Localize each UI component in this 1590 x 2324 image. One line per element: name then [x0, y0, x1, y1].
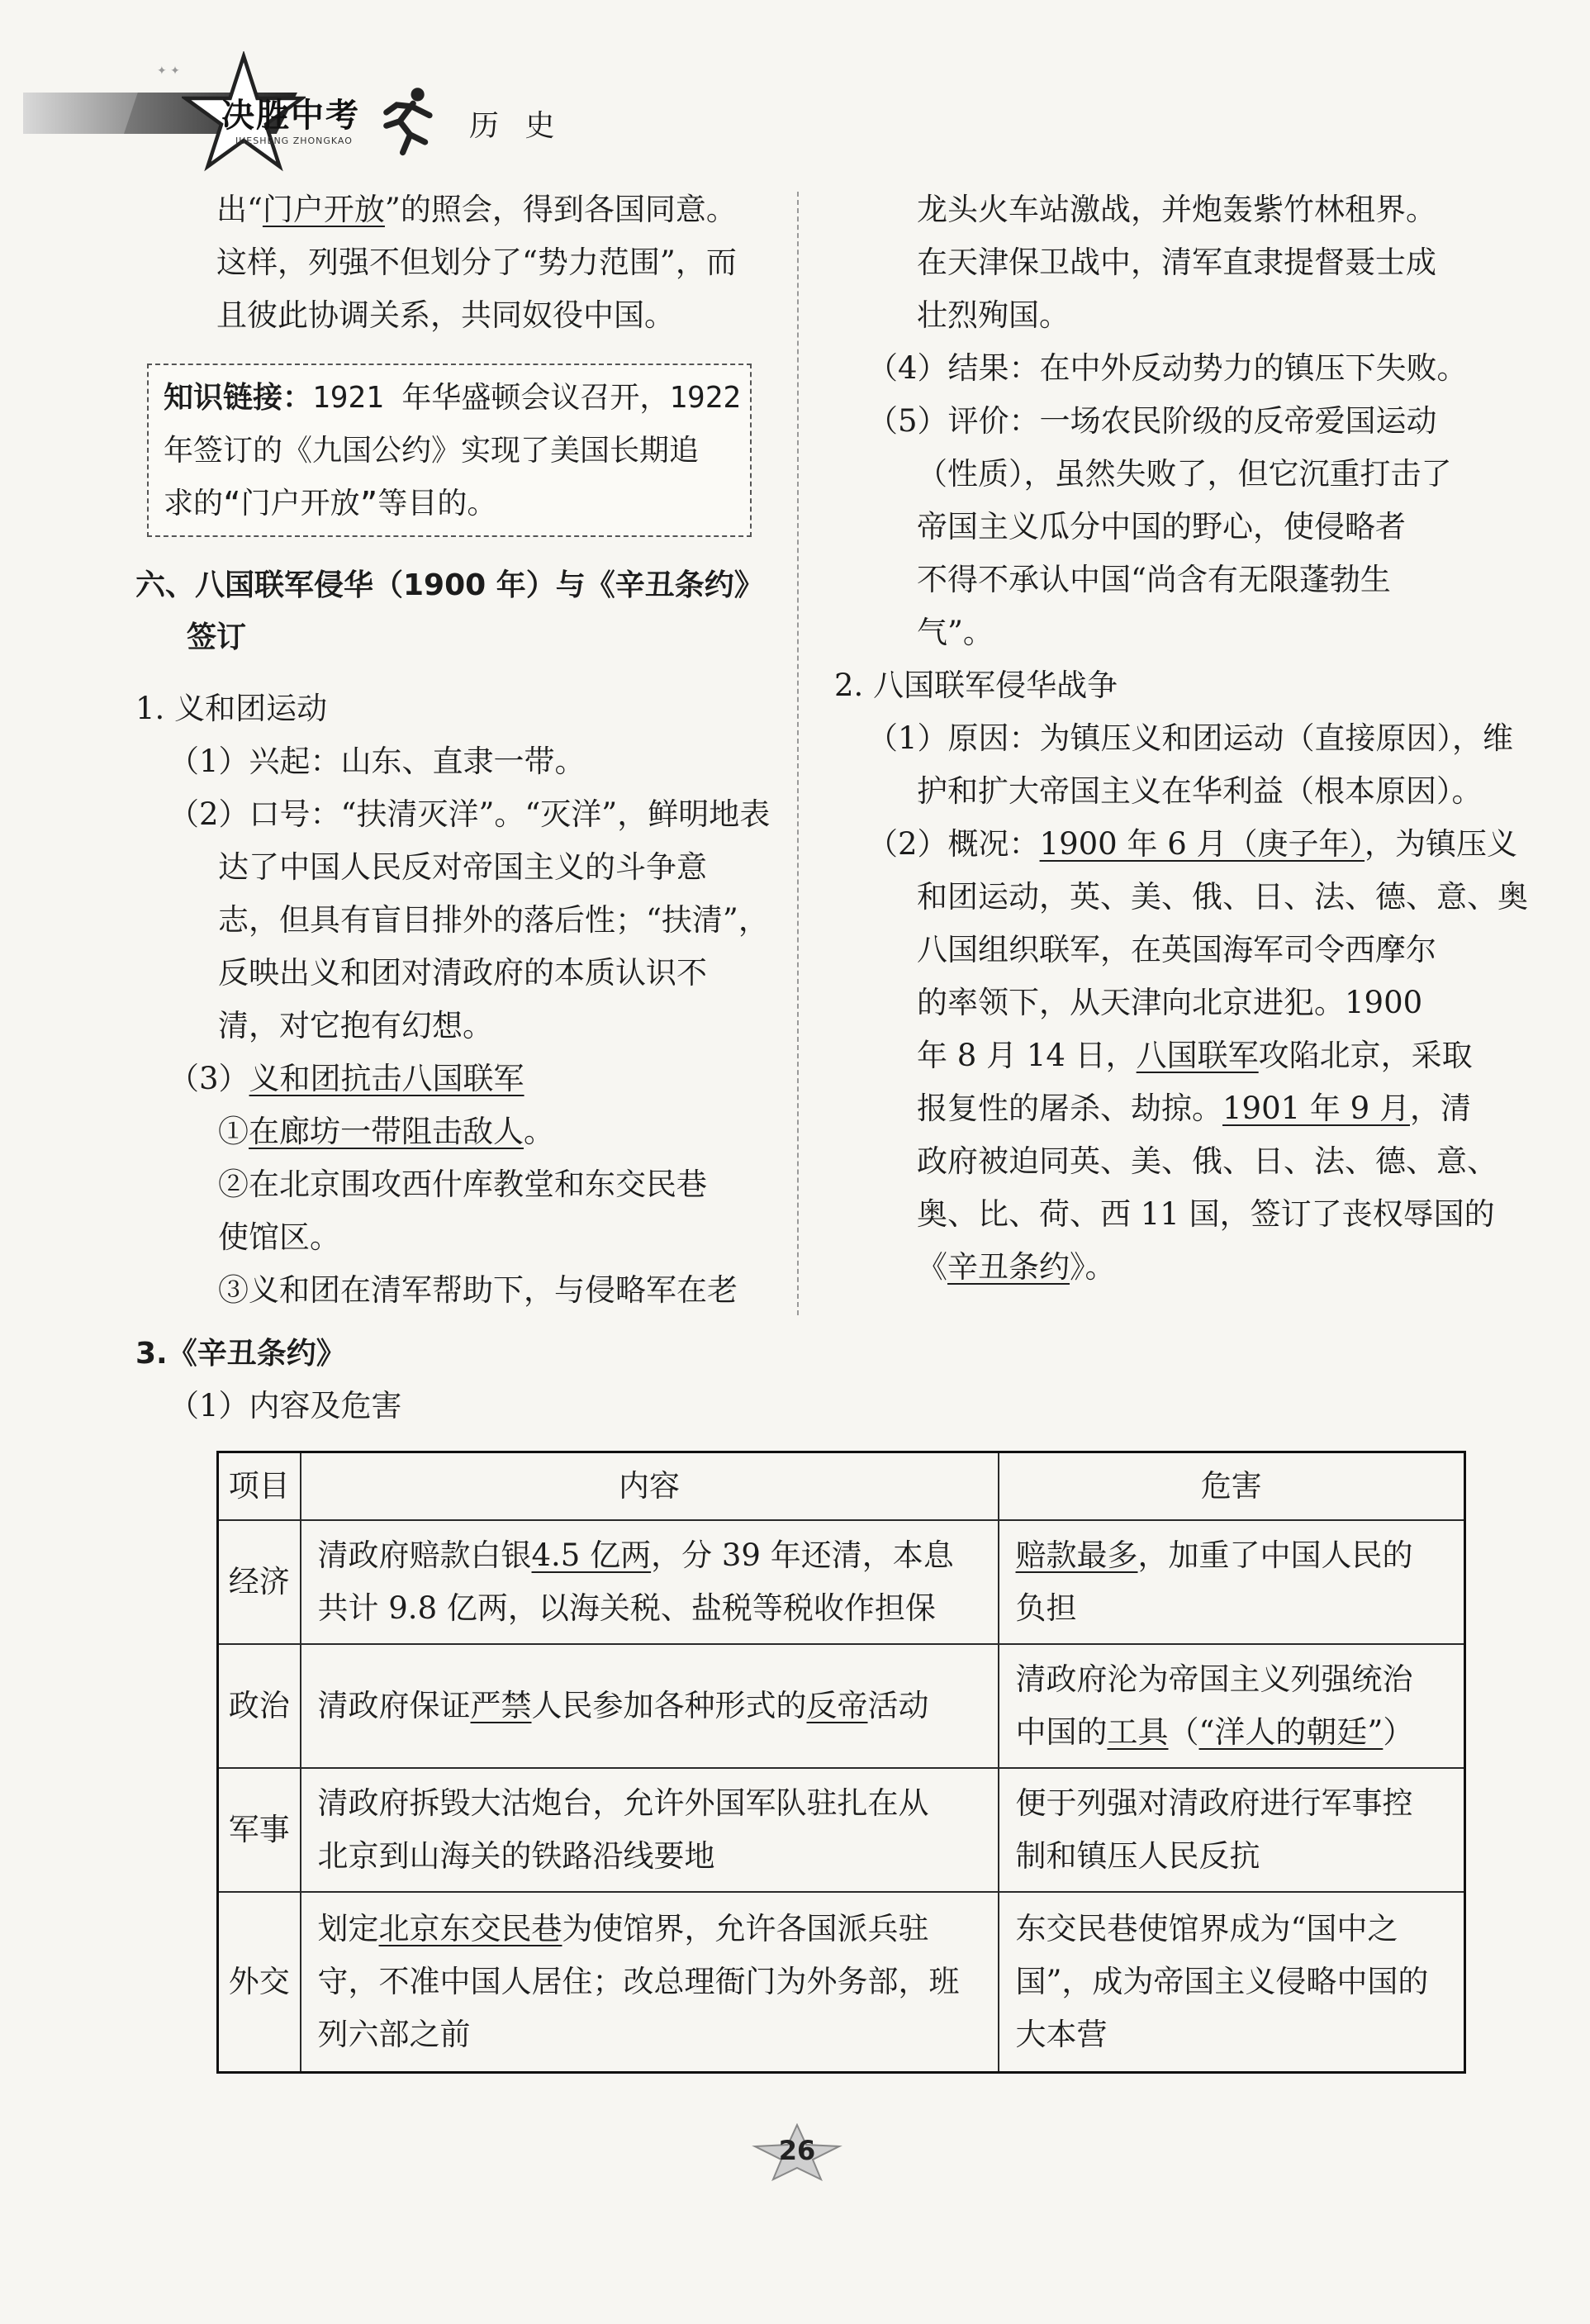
- ov6-a: 报复性的屠杀、劫掠。: [917, 1091, 1222, 1126]
- treaty-title-text: 3.《辛丑条约》: [135, 1337, 346, 1371]
- brand-pinyin: JUESHENG ZHONGKAO: [235, 135, 353, 146]
- evaluation-4: 不得不承认中国“尚含有无限蓬勃生: [917, 562, 1391, 597]
- resist-item-2-cont: 使馆区。: [218, 1219, 340, 1255]
- table-row-diplomacy: [218, 1892, 1465, 2072]
- econ-c1-a: 清政府赔款白银: [317, 1537, 532, 1573]
- evaluation-2: （性质），虽然失败了，但它沉重打击了: [917, 456, 1452, 492]
- ov5-underline: 八国联军: [1136, 1038, 1259, 1073]
- politics-content: [301, 1644, 999, 1768]
- war-cause-2: 护和扩大帝国主义在华利益（根本原因）。: [917, 773, 1483, 809]
- ov9-underline: 辛丑条约: [947, 1249, 1070, 1285]
- dipl-c3: 列六部之前: [317, 2016, 471, 2052]
- sparkle-dots-icon: ✦ ✦: [157, 64, 180, 78]
- mili-h2: 制和镇压人民反抗: [1015, 1838, 1260, 1874]
- intro-underline: 门户开放: [262, 192, 385, 227]
- table-row-military: [218, 1768, 1465, 1892]
- overview-rest: ，为镇压义: [1365, 826, 1518, 862]
- evaluation-3: 帝国主义瓜分中国的野心，使侵略者: [917, 509, 1406, 544]
- header-item: 项目: [218, 1452, 301, 1521]
- header-harm: 危害: [999, 1452, 1465, 1521]
- poli-c-c: 活动: [867, 1688, 929, 1723]
- econ-c1-u: 4.5 亿两: [531, 1537, 652, 1573]
- table-row-economy: [218, 1520, 1465, 1644]
- poli-h2-a: 中国的: [1015, 1714, 1108, 1750]
- boxer-slogan-1: （2）口号：“扶清灭洋”。“灭洋”，鲜明地表: [168, 796, 771, 832]
- header-content: 内容: [301, 1452, 999, 1521]
- boxer-movement-title: 1. 义和团运动: [135, 691, 328, 726]
- resist-title-underlined: 义和团抗击八国联军: [249, 1061, 524, 1096]
- dipl-h1: 东交民巷使馆界成为“国中之: [1015, 1910, 1398, 1946]
- resist-prefix: （3）: [168, 1061, 249, 1096]
- boxer-resist-title: [168, 1059, 524, 1099]
- military-harm: [999, 1768, 1465, 1892]
- military-content: [301, 1768, 999, 1892]
- war-overview-8: 奥、比、荷、西 11 国，签订了丧权辱国的: [917, 1196, 1495, 1232]
- treaty-table: [216, 1451, 1466, 2074]
- overview-date: 1900 年 6 月（庚子年）: [1039, 826, 1365, 862]
- section-six-title: 六、八国联军侵华（1900 年）与《辛丑条约》: [135, 568, 764, 602]
- ov6-b: ，清: [1410, 1091, 1471, 1126]
- mili-h1: 便于列强对清政府进行军事控: [1015, 1785, 1413, 1821]
- subject-label: 历 史: [469, 109, 563, 143]
- boxer-slogan-5: 清，对它抱有幻想。: [218, 1008, 493, 1043]
- brand-title: 决胜中考: [221, 97, 360, 135]
- evaluation-1: （5）评价：一场农民阶级的反帝爱国运动: [867, 403, 1437, 439]
- dipl-c1-a: 划定: [317, 1910, 379, 1946]
- war-overview-4: 的率领下，从天津向北京进犯。1900: [917, 985, 1423, 1020]
- mili-c2: 北京到山海关的铁路沿线要地: [317, 1838, 715, 1874]
- dipl-c1-u: 北京东交民巷: [378, 1910, 562, 1946]
- diplomacy-harm: [999, 1892, 1465, 2072]
- boxer-rise: （1）兴起：山东、直隶一带。: [168, 744, 586, 779]
- dipl-c1-b: 为使馆界，允许各国派兵驻: [562, 1910, 929, 1946]
- war-overview-7: 政府被迫同英、美、俄、日、法、德、意、: [917, 1143, 1497, 1179]
- ov5-a: 年 8 月 14 日，: [917, 1038, 1137, 1073]
- econ-h2: 负担: [1015, 1590, 1077, 1626]
- econ-c2: 共计 9.8 亿两，以海关税、盐税等税收作担保: [317, 1590, 936, 1626]
- right-cont-2: 在天津保卫战中，清军直隶提督聂士成: [917, 245, 1436, 280]
- boxer-slogan-4: 反映出义和团对清政府的本质认识不: [218, 955, 707, 991]
- war-overview-6: [917, 1089, 1471, 1129]
- row-item-politics: 政治: [218, 1644, 301, 1768]
- intro-line-2: 这样，列强不但划分了“势力范围”，而: [216, 245, 737, 280]
- knowledge-line-2: 年签订的《九国公约》实现了美国长期追: [164, 434, 700, 468]
- poli-h2-u1: 工具: [1107, 1714, 1169, 1750]
- resist-mark-1: ①: [218, 1114, 249, 1149]
- econ-h1-b: ，加重了中国人民的: [1137, 1537, 1413, 1573]
- poli-c-a: 清政府保证: [317, 1688, 471, 1723]
- resist-item-1-end: 。: [524, 1114, 554, 1149]
- dipl-h2: 国”，成为帝国主义侵略中国的: [1015, 1963, 1429, 1999]
- row-item-diplomacy: 外交: [218, 1892, 301, 2072]
- runner-icon: [370, 83, 444, 157]
- war-overview-1: [867, 825, 1517, 864]
- resist-item-1-text: 在廊坊一带阻击敌人: [249, 1114, 524, 1149]
- knowledge-line-1: [164, 378, 741, 418]
- war-overview-5: [917, 1036, 1473, 1076]
- treaty-title: [135, 1333, 346, 1374]
- resist-item-1: [218, 1112, 554, 1152]
- knowledge-label: 知识链接：: [164, 381, 313, 415]
- intro-line-3: 且彼此协调关系，共同奴役中国。: [216, 297, 675, 333]
- diplomacy-content: [301, 1892, 999, 2072]
- table-row-politics: [218, 1644, 1465, 1768]
- boxer-result: （4）结果：在中外反动势力的镇压下失败。: [867, 350, 1468, 386]
- economy-harm: [999, 1520, 1465, 1644]
- poli-c-u1: 严禁: [470, 1688, 532, 1723]
- poli-h2-b: （: [1168, 1714, 1199, 1750]
- boxer-slogan-3: 志，但具有盲目排外的落后性；“扶清”，: [218, 902, 769, 938]
- ov6-underline: 1901 年 9 月: [1222, 1091, 1410, 1126]
- ov9-a: 《: [917, 1249, 947, 1285]
- treaty-subtitle: （1）内容及危害: [168, 1388, 402, 1423]
- page-number: 26: [778, 2135, 816, 2166]
- boxer-slogan-2: 达了中国人民反对帝国主义的斗争意: [218, 849, 707, 885]
- economy-content: [301, 1520, 999, 1644]
- right-cont-3: 壮烈殉国。: [917, 297, 1070, 333]
- row-item-military: 军事: [218, 1768, 301, 1892]
- resist-item-3: ③义和团在清军帮助下，与侵略军在老: [218, 1272, 738, 1308]
- section-six-title-cont: 签订: [187, 620, 247, 654]
- right-cont-1: 龙头火车站激战，并炮轰紫竹林租界。: [917, 192, 1436, 227]
- poli-c-b: 人民参加各种形式的: [531, 1688, 807, 1723]
- war-overview-3: 八国组织联军，在英国海军司令西摩尔: [917, 932, 1436, 967]
- poli-h2-c: ）: [1383, 1714, 1414, 1750]
- mili-c1: 清政府拆毁大沽炮台，允许外国军队驻扎在从: [317, 1785, 929, 1821]
- econ-c1-b: ，分 39 年还清，本息: [651, 1537, 954, 1573]
- poli-h1: 清政府沦为帝国主义列强统治: [1015, 1661, 1413, 1697]
- resist-item-2: ②在北京围攻西什库教堂和东交民巷: [218, 1167, 707, 1202]
- ov9-b: 》。: [1070, 1249, 1116, 1285]
- intro-line-1: 出“门户开放”的照会，得到各国同意。: [216, 192, 737, 227]
- ov5-b: 攻陷北京，采取: [1258, 1038, 1473, 1073]
- poli-h2-u2: “洋人的朝廷”: [1198, 1714, 1384, 1750]
- row-item-economy: 经济: [218, 1520, 301, 1644]
- poli-c-u2: 反帝: [806, 1688, 868, 1723]
- war-overview-2: 和团运动，英、美、俄、日、法、德、意、奥: [917, 879, 1528, 915]
- overview-prefix: （2）概况：: [867, 826, 1040, 862]
- column-divider: [797, 192, 799, 1315]
- war-overview-9: [917, 1248, 1116, 1287]
- dipl-h3: 大本营: [1015, 2016, 1108, 2052]
- econ-h1-u: 赔款最多: [1015, 1537, 1138, 1573]
- war-cause-1: （1）原因：为镇压义和团运动（直接原因），维: [867, 720, 1514, 756]
- dipl-c2: 守，不准中国人居住；改总理衙门为外务部，班: [317, 1963, 960, 1999]
- knowledge-text-1: 1921 年华盛顿会议召开，1922: [312, 381, 742, 415]
- evaluation-5: 气”。: [917, 615, 994, 650]
- knowledge-line-3: 求的“门户开放”等目的。: [164, 487, 497, 520]
- table-header-row: [218, 1452, 1465, 1521]
- war-title: 2. 八国联军侵华战争: [834, 668, 1118, 703]
- politics-harm: [999, 1644, 1465, 1768]
